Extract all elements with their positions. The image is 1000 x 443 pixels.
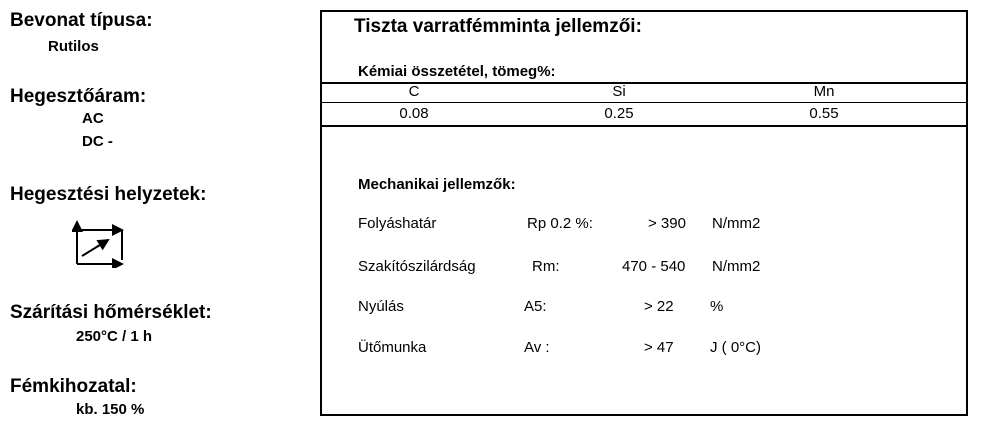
- mech-unit: N/mm2: [712, 258, 761, 275]
- chem-header-si: Si: [612, 83, 626, 100]
- welding-current-label: Hegesztőáram:: [10, 86, 147, 107]
- drying-label: Szárítási hőmérséklet:: [10, 302, 212, 323]
- mech-value: > 22: [644, 298, 674, 315]
- coating-type-label: Bevonat típusa:: [10, 10, 153, 31]
- metal-recovery-label: Fémkihozatal:: [10, 376, 137, 397]
- welding-current-dc: DC -: [82, 133, 113, 150]
- welding-positions-icon: [72, 216, 128, 273]
- weld-metal-properties-panel: [320, 10, 968, 416]
- mech-value: > 390: [648, 215, 686, 232]
- mech-symbol: Rm:: [532, 258, 560, 275]
- welding-current-ac: AC: [82, 110, 104, 127]
- chem-header-c: C: [408, 83, 420, 100]
- mech-name: Ütőmunka: [358, 339, 427, 356]
- mech-value: 470 - 540: [622, 258, 686, 275]
- mechanical-properties-label: Mechanikai jellemzők:: [358, 176, 516, 193]
- mech-symbol: Rp 0.2 %:: [527, 215, 593, 232]
- table-header-rule: [322, 102, 966, 103]
- chem-value-si: 0.25: [604, 105, 634, 122]
- chem-value-mn: 0.55: [809, 105, 839, 122]
- mech-name: Nyúlás: [358, 298, 404, 315]
- metal-recovery-value: kb. 150 %: [76, 401, 145, 418]
- chem-value-c: 0.08: [399, 105, 429, 122]
- panel-title: Tiszta varratfémminta jellemzői:: [354, 16, 642, 37]
- mech-name: Folyáshatár: [358, 215, 437, 232]
- mech-unit: N/mm2: [712, 215, 761, 232]
- mech-value: > 47: [644, 339, 674, 356]
- mech-unit: J ( 0°C): [710, 339, 761, 356]
- mech-symbol: Av :: [524, 339, 550, 356]
- drying-value: 250°C / 1 h: [76, 328, 153, 345]
- mech-name: Szakítószilárdság: [358, 258, 476, 275]
- table-bottom-rule: [322, 125, 966, 127]
- mech-unit: %: [710, 298, 724, 315]
- chemical-composition-label: Kémiai összetétel, tömeg%:: [358, 63, 556, 80]
- chem-header-mn: Mn: [813, 83, 835, 100]
- mech-symbol: A5:: [524, 298, 547, 315]
- welding-positions-label: Hegesztési helyzetek:: [10, 184, 207, 205]
- coating-type-value: Rutilos: [48, 38, 99, 55]
